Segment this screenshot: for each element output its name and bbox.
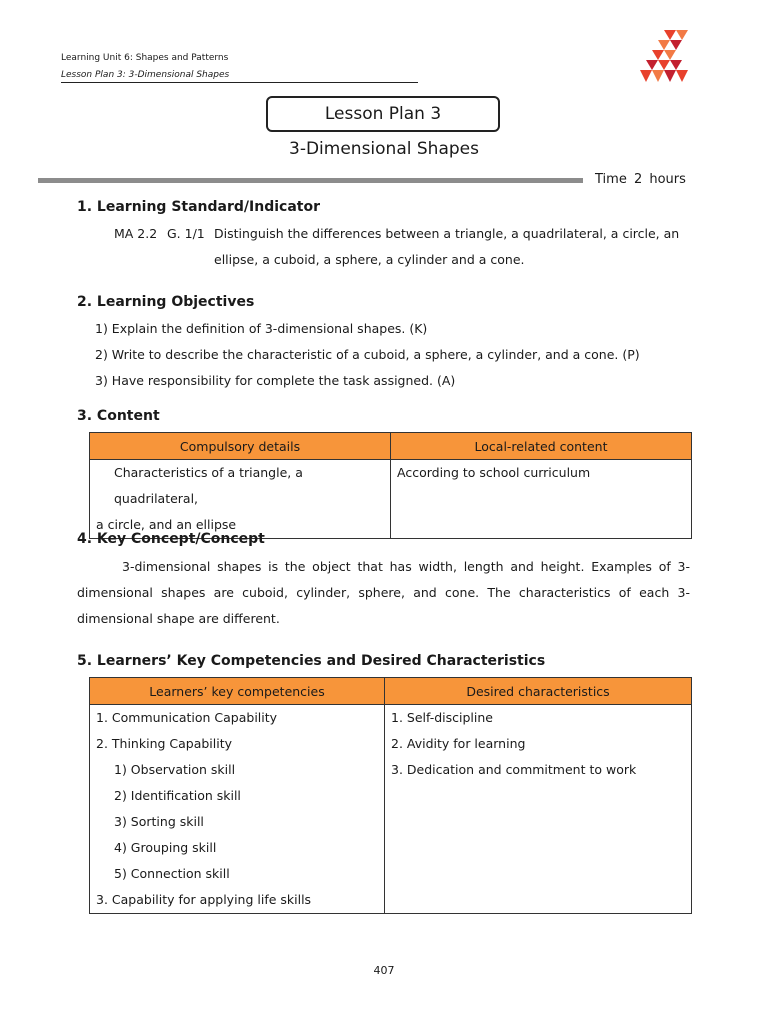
- list-item: 3) Sorting skill: [114, 814, 204, 829]
- page-number: 407: [373, 964, 395, 977]
- list-item: 3. Dedication and commitment to work: [391, 762, 637, 777]
- page-subtitle: 3-Dimensional Shapes: [289, 139, 479, 159]
- objective-item: 3) Have responsibility for complete the task assigned. (A): [95, 373, 456, 388]
- key-concept-line-2: dimensional shapes are cuboid, cylinder, sphere, and cone. The characteristics of each 3-: [77, 585, 690, 600]
- divider-rule: [38, 178, 583, 183]
- section-5-heading: 5. Learners’ Key Competencies and Desired Characteristics: [77, 653, 546, 669]
- lesson-plan-title-box: [266, 96, 500, 132]
- key-concept-line-1: 3-dimensional shapes is the object that has width, length and height. Examples of 3-: [122, 559, 690, 574]
- compulsory-line-1: Characteristics of a triangle, a quadrilateral,: [114, 465, 303, 506]
- time-label: Time 2 hours: [595, 172, 686, 187]
- section-1-heading: 1. Learning Standard/Indicator: [77, 199, 320, 215]
- header-underline: [61, 82, 418, 83]
- indicator-text-line-1: Distinguish the differences between a triangle, a quadrilateral, a circle, an: [214, 226, 680, 241]
- objective-item: 2) Write to describe the characteristic of a cuboid, a sphere, a cylinder, and a cone. (P): [95, 347, 640, 362]
- competencies-cell: [90, 705, 385, 914]
- indicator-grade: G. 1/1: [167, 226, 205, 241]
- list-item: 5) Connection skill: [114, 866, 230, 881]
- list-item: 1. Self-discipline: [391, 710, 493, 725]
- content-table-cell-local: According to school curriculum: [391, 460, 692, 539]
- section-3-heading: 3. Content: [77, 408, 160, 424]
- characteristics-header: Desired characteristics: [385, 678, 692, 705]
- list-item: 3. Capability for applying life skills: [96, 892, 312, 907]
- header-unit: Learning Unit 6: Shapes and Patterns: [61, 53, 229, 63]
- section-4-heading: 4. Key Concept/Concept: [77, 531, 265, 547]
- content-table: [89, 432, 692, 539]
- competencies-table: [89, 677, 692, 914]
- list-item: 1. Communication Capability: [96, 710, 278, 725]
- indicator-text-line-2: ellipse, a cuboid, a sphere, a cylinder and a cone.: [214, 252, 525, 267]
- indicator-code: MA 2.2: [114, 226, 158, 241]
- section-2-heading: 2. Learning Objectives: [77, 294, 255, 310]
- content-table-cell-compulsory: [90, 460, 391, 539]
- list-item: 2. Thinking Capability: [96, 736, 233, 751]
- stacked-triangles-logo-icon: [630, 28, 694, 86]
- characteristics-cell: [385, 705, 692, 914]
- competencies-header: Learners’ key competencies: [90, 678, 385, 705]
- content-table-header-compulsory: Compulsory details: [90, 433, 391, 460]
- compulsory-line-2: a circle, and an ellipse: [96, 517, 237, 532]
- key-concept-line-3: dimensional shape are different.: [77, 611, 280, 626]
- header-lesson-plan: Lesson Plan 3: 3-Dimensional Shapes: [61, 70, 230, 80]
- page-title: Lesson Plan 3: [324, 104, 442, 124]
- list-item: 4) Grouping skill: [114, 840, 217, 855]
- content-table-header-local: Local-related content: [391, 433, 692, 460]
- list-item: 2) Identification skill: [114, 788, 241, 803]
- list-item: 2. Avidity for learning: [391, 736, 526, 751]
- list-item: 1) Observation skill: [114, 762, 236, 777]
- objective-item: 1) Explain the definition of 3-dimensional shapes. (K): [95, 321, 428, 336]
